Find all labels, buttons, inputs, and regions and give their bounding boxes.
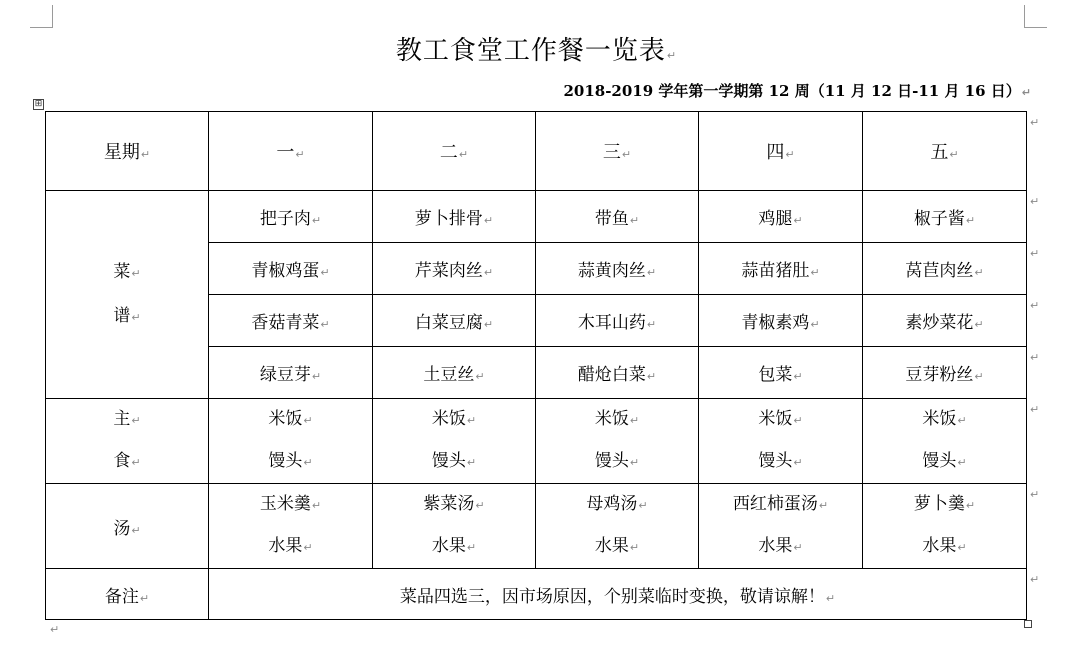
- dish-name: 青椒素鸡: [741, 313, 810, 333]
- staple-item: 米饭: [758, 409, 793, 429]
- staple-cell: [209, 399, 373, 484]
- paragraph-mark-icon: ↵: [965, 214, 976, 227]
- menu-table: [45, 111, 1027, 620]
- staple-item: 馒头: [431, 451, 466, 471]
- paragraph-mark-icon: ↵: [825, 591, 836, 605]
- dish-name: 香菇青菜: [251, 313, 320, 333]
- week-subtitle-text: 2018-2019 学年第一学期第 12 周（11 月 12 日-11 月 16 日）: [563, 82, 1021, 100]
- paragraph-mark-icon: ↵: [810, 266, 820, 279]
- soup-category-cell: [46, 484, 209, 569]
- paragraph-mark-icon: ↵: [50, 623, 60, 636]
- dish-name: 素炒菜花: [905, 313, 974, 333]
- dish-name: 白菜豆腐: [414, 313, 483, 333]
- paragraph-mark-icon: ↵: [458, 148, 469, 161]
- paragraph-mark-icon: ↵: [483, 266, 494, 279]
- paragraph-mark-icon: ↵: [295, 148, 305, 161]
- table-move-handle-icon[interactable]: ⊞: [34, 99, 43, 109]
- menu-category-label-line: 菜: [113, 261, 131, 282]
- soup-cell: [863, 484, 1027, 569]
- staple-item: 米饭: [922, 409, 957, 429]
- soup-cell: [536, 484, 699, 569]
- paragraph-mark-icon: ↵: [974, 370, 984, 383]
- dish-name: 鸡腿: [758, 209, 793, 229]
- note-text-cell: [209, 569, 1027, 620]
- dish-cell: [863, 243, 1027, 295]
- paragraph-mark-icon: ↵: [974, 266, 984, 279]
- soup-item: 西红柿蛋汤: [732, 494, 818, 514]
- staple-item: 馒头: [758, 451, 793, 471]
- paragraph-mark-icon: ↵: [965, 499, 976, 512]
- dish-cell: [863, 347, 1027, 399]
- paragraph-mark-icon: ↵: [621, 148, 632, 161]
- dish-cell: [699, 191, 863, 243]
- dish-name: 醋炝白菜: [577, 365, 646, 385]
- soup-category-label: 汤: [113, 518, 131, 539]
- soup-item: 水果: [758, 536, 793, 556]
- weekday-label: 星期: [103, 142, 140, 163]
- row-end-mark-icon: ↵: [1030, 298, 1040, 312]
- dish-name: 把子肉: [259, 209, 311, 229]
- paragraph-mark-icon: ↵: [320, 266, 330, 279]
- paragraph-mark-icon: ↵: [131, 310, 141, 324]
- document-title-text: 教工食堂工作餐一览表: [395, 36, 666, 66]
- dish-name: 豆芽粉丝: [905, 365, 974, 385]
- weekday-label-cell: [46, 112, 209, 191]
- paragraph-mark-icon: ↵: [629, 541, 640, 554]
- row-end-mark-icon: ↵: [1030, 115, 1040, 129]
- paragraph-mark-icon: ↵: [810, 318, 820, 331]
- dish-cell: [863, 191, 1027, 243]
- staple-category-cell: [46, 399, 209, 484]
- paragraph-mark-icon: ↵: [638, 499, 648, 512]
- paragraph-mark-icon: ↵: [466, 414, 477, 427]
- soup-item: 水果: [922, 536, 957, 556]
- table-resize-handle-icon[interactable]: [1024, 620, 1032, 628]
- crop-mark-top-right: [1024, 5, 1047, 28]
- dish-name: 包菜: [758, 365, 793, 385]
- paragraph-mark-icon: ↵: [131, 414, 141, 427]
- staple-item: 米饭: [268, 409, 303, 429]
- row-end-mark-icon: ↵: [1030, 194, 1040, 208]
- weekday-cell: [699, 112, 863, 191]
- weekday-cell: [863, 112, 1027, 191]
- soup-item: 水果: [594, 536, 629, 556]
- dish-cell: [373, 295, 536, 347]
- soup-item: 水果: [431, 536, 466, 556]
- dish-name: 蒜苗猪肚: [741, 261, 810, 281]
- week-subtitle: [563, 80, 1031, 101]
- dish-name: 莴苣肉丝: [905, 261, 974, 281]
- soup-item: 母鸡汤: [586, 494, 638, 514]
- paragraph-mark-icon: ↵: [483, 214, 494, 227]
- paragraph-mark-icon: ↵: [793, 456, 803, 469]
- staple-cell: [373, 399, 536, 484]
- weekday-cell: [209, 112, 373, 191]
- dish-name: 椒子酱: [913, 209, 965, 229]
- paragraph-mark-icon: ↵: [646, 266, 657, 279]
- dish-name: 带鱼: [594, 209, 629, 229]
- soup-item: 水果: [268, 536, 303, 556]
- paragraph-mark-icon: ↵: [666, 49, 678, 62]
- crop-mark-top-left: [30, 5, 53, 28]
- paragraph-mark-icon: ↵: [793, 370, 803, 383]
- staple-item: 米饭: [594, 409, 629, 429]
- paragraph-mark-icon: ↵: [974, 318, 984, 331]
- staple-cell: [699, 399, 863, 484]
- paragraph-mark-icon: ↵: [629, 214, 640, 227]
- paragraph-mark-icon: ↵: [311, 370, 322, 383]
- paragraph-mark-icon: ↵: [320, 318, 330, 331]
- weekday-cell: [536, 112, 699, 191]
- dish-cell: [373, 243, 536, 295]
- paragraph-mark-icon: ↵: [140, 148, 151, 161]
- paragraph-mark-icon: ↵: [793, 541, 803, 554]
- staple-food-row: [46, 399, 1027, 484]
- paragraph-mark-icon: ↵: [311, 499, 322, 512]
- paragraph-mark-icon: ↵: [646, 370, 657, 383]
- dish-cell: [209, 243, 373, 295]
- staple-item: 馒头: [922, 451, 957, 471]
- dish-cell: [699, 347, 863, 399]
- paragraph-mark-icon: ↵: [957, 541, 967, 554]
- menu-table-body: [46, 112, 1027, 620]
- dish-cell: [699, 295, 863, 347]
- dish-cell: [209, 295, 373, 347]
- document-title: [0, 30, 1073, 67]
- soup-item: 紫菜汤: [423, 494, 475, 514]
- weekday-name: 二: [439, 142, 458, 163]
- paragraph-mark-icon: ↵: [131, 456, 141, 469]
- paragraph-mark-icon: ↵: [646, 318, 657, 331]
- paragraph-mark-icon: ↵: [957, 414, 967, 427]
- weekday-name: 三: [602, 142, 621, 163]
- dish-name: 木耳山药: [577, 313, 646, 333]
- paragraph-mark-icon: ↵: [303, 414, 313, 427]
- soup-item: 萝卜羹: [913, 494, 965, 514]
- paragraph-mark-icon: ↵: [818, 499, 829, 512]
- soup-item: 玉米羹: [259, 494, 311, 514]
- paragraph-mark-icon: ↵: [785, 148, 795, 161]
- paragraph-mark-icon: ↵: [793, 414, 803, 427]
- weekday-name: 一: [276, 142, 295, 163]
- menu-category-cell: [46, 191, 209, 399]
- paragraph-mark-icon: ↵: [475, 499, 485, 512]
- row-end-mark-icon: ↵: [1030, 350, 1040, 364]
- dish-name: 芹菜肉丝: [414, 261, 483, 281]
- paragraph-mark-icon: ↵: [311, 214, 322, 227]
- menu-category-label-line: 谱: [113, 305, 131, 326]
- dish-cell: [536, 295, 699, 347]
- paragraph-mark-icon: ↵: [793, 214, 803, 227]
- staple-item: 米饭: [431, 409, 466, 429]
- paragraph-mark-icon: ↵: [303, 456, 313, 469]
- row-end-mark-icon: ↵: [1030, 572, 1040, 586]
- dish-cell: [209, 347, 373, 399]
- row-end-mark-icon: ↵: [1030, 402, 1040, 416]
- paragraph-mark-icon: ↵: [139, 591, 150, 605]
- dish-cell: [863, 295, 1027, 347]
- paragraph-mark-icon: ↵: [629, 414, 640, 427]
- staple-item: 馒头: [268, 451, 303, 471]
- staple-category-label-line: 主: [113, 409, 131, 429]
- paragraph-mark-icon: ↵: [957, 456, 967, 469]
- paragraph-mark-icon: ↵: [475, 370, 485, 383]
- paragraph-mark-icon: ↵: [949, 148, 959, 161]
- weekday-name: 四: [766, 142, 785, 163]
- weekday-header-row: [46, 112, 1027, 191]
- soup-row: [46, 484, 1027, 569]
- dish-cell: [209, 191, 373, 243]
- dish-cell: [373, 347, 536, 399]
- weekday-name: 五: [930, 142, 949, 163]
- paragraph-mark-icon: ↵: [466, 456, 477, 469]
- note-label: 备注: [104, 586, 139, 607]
- note-label-cell: [46, 569, 209, 620]
- menu-dish-row: [46, 191, 1027, 243]
- paragraph-mark-icon: ↵: [629, 456, 640, 469]
- dish-cell: [536, 347, 699, 399]
- paragraph-mark-icon: ↵: [466, 541, 477, 554]
- dish-cell: [536, 191, 699, 243]
- soup-cell: [373, 484, 536, 569]
- staple-cell: [536, 399, 699, 484]
- dish-cell: [373, 191, 536, 243]
- paragraph-mark-icon: ↵: [131, 266, 141, 280]
- row-end-mark-icon: ↵: [1030, 487, 1040, 501]
- dish-cell: [699, 243, 863, 295]
- paragraph-mark-icon: ↵: [483, 318, 494, 331]
- row-end-mark-icon: ↵: [1030, 246, 1040, 260]
- dish-name: 青椒鸡蛋: [251, 261, 320, 281]
- staple-category-label-line: 食: [113, 451, 131, 471]
- paragraph-mark-icon: ↵: [131, 523, 141, 537]
- dish-cell: [536, 243, 699, 295]
- dish-name: 绿豆芽: [259, 365, 311, 385]
- dish-name: 蒜黄肉丝: [577, 261, 646, 281]
- paragraph-mark-icon: ↵: [1021, 86, 1031, 99]
- staple-cell: [863, 399, 1027, 484]
- soup-cell: [699, 484, 863, 569]
- note-row: [46, 569, 1027, 620]
- dish-name: 萝卜排骨: [414, 209, 483, 229]
- soup-cell: [209, 484, 373, 569]
- note-text: 菜品四选三，因市场原因，个别菜临时变换，敬请谅解！: [399, 586, 825, 607]
- dish-name: 土豆丝: [423, 365, 475, 385]
- paragraph-mark-icon: ↵: [303, 541, 313, 554]
- weekday-cell: [373, 112, 536, 191]
- staple-item: 馒头: [594, 451, 629, 471]
